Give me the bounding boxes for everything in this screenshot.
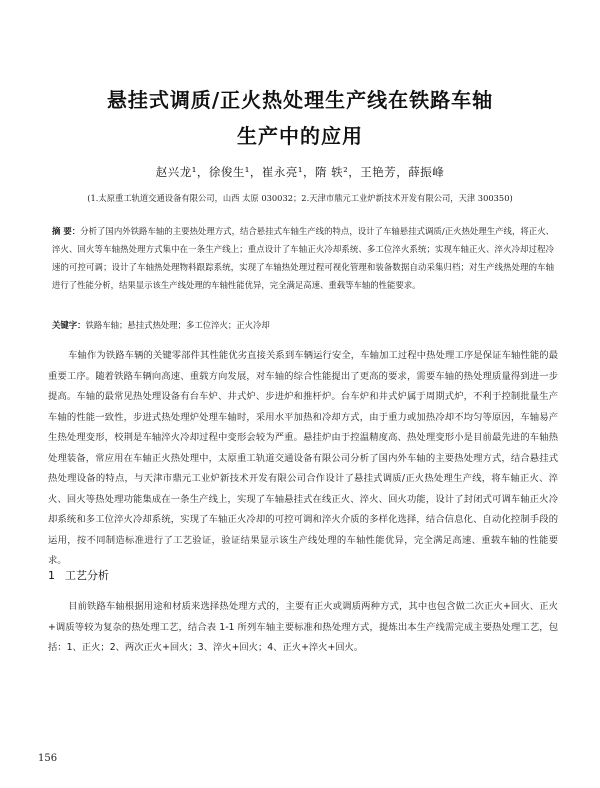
intro-paragraph — [48, 346, 558, 572]
abstract-label: 摘 要： — [52, 226, 81, 236]
paper-title-line-1: 悬挂式调质/正火热处理生产线在铁路车轴 — [106, 88, 494, 112]
section-paragraph — [48, 597, 558, 659]
keywords — [52, 318, 554, 332]
page-number: 156 — [38, 753, 58, 764]
section-number: 1 — [48, 569, 55, 582]
section-text: 目前铁路车轴根据用途和材质来选择热处理方式的，主要有正火或调质两种方式，其中也包含做二次正火+回火、正火+调质等较为复杂的热处理工艺，结合表 1-1 所列车轴主要标准和热处理方式，提炼出本生产线需完成主要热处理工艺，包括：1、正火；2、两次正火+回火；3、淬火+回火；4、正火+淬火+回火。 — [48, 601, 558, 653]
author-list: 赵兴龙¹，徐俊生¹，崔永亮¹，隋 轶²，王艳芳，薛振峰 — [155, 165, 445, 179]
abstract — [52, 222, 554, 294]
keywords-label: 关键字： — [52, 320, 86, 330]
section-title: 工艺分析 — [65, 569, 109, 582]
keywords-text: 铁路车轴；悬挂式热处理；多工位淬火；正火冷却 — [85, 320, 270, 330]
paper-title-line-2: 生产中的应用 — [237, 124, 363, 148]
intro-text: 车轴作为铁路车辆的关键零部件其性能优劣直接关系到车辆运行安全，车轴加工过程中热处理工序是保证车轴性能的最重要工序。随着铁路车辆向高速、重载方向发展，对车轴的综合性能提出了更高的要求，需要车轴的热处理质量得到进一步提高。车轴的最常见热处理设备有台车炉、井式炉、步进炉和推杆炉。台车炉和井式炉属于周期式炉，不利于控制批量生产车轴的性能一致性，步进式热处理炉处理车轴时，采用水平加热和冷却方式，由于重力或加热冷却不均匀等原因，车轴易产生热处理变形，校荆是车轴淬火冷却过程中变形会较为严重。悬挂炉由于控温精度高、热处理变形小是目前最先进的车轴热处理装备，常应用在车轴正火热处理中，太原重工轨道交通设备有限公司分析了国内外车轴的主要热处理方式，结合悬挂式热处理设备的特点，与天津市鼎元工业炉新技术开发有限公司合作设计了悬挂式调质/正火热处理生产线，将车轴正火、淬火、回火等热处理功能集成在一条生产线上，实现了车轴悬挂式在线正火、淬火、回火功能，设计了封闭式可调车轴正火冷却系统和多工位淬火冷却系统，实现了车轴正火冷却的可控可调和淬火介质的多样化选择，结合信息化、自动化控制手段的运用，按不同制造标准进行了工艺验证，验证结果显示该生产线处理的车轴性能优异，完全满足高速、重载车轴的性能要求。 — [48, 350, 558, 566]
section-heading — [48, 567, 109, 583]
affiliations: (1.太原重工轨道交通设备有限公司，山西 太原 030032；2.天津市鼎元工业炉新技术开发有限公司，天津 300350) — [87, 193, 513, 203]
abstract-text: 分析了国内外铁路车轴的主要热处理方式，结合悬挂式车轴生产线的特点，设计了车轴悬挂式调质/正火热处理生产线，将正火、淬火、回火等车轴热处理方式集中在一条生产线上；重点设计了车轴正火冷却系统、多工位淬火系统；实现车轴正火、淬火冷却过程冷速的可控可调；设计了车轴热处理物料跟踪系统，实现了车轴热处理过程可视化管理和装备数据自动采集归档；对生产线热处理的车轴进行了性能分析，结果显示该生产线处理的车轴性能优异，完全满足高速、重载等车轴的性能要求。 — [52, 226, 554, 290]
